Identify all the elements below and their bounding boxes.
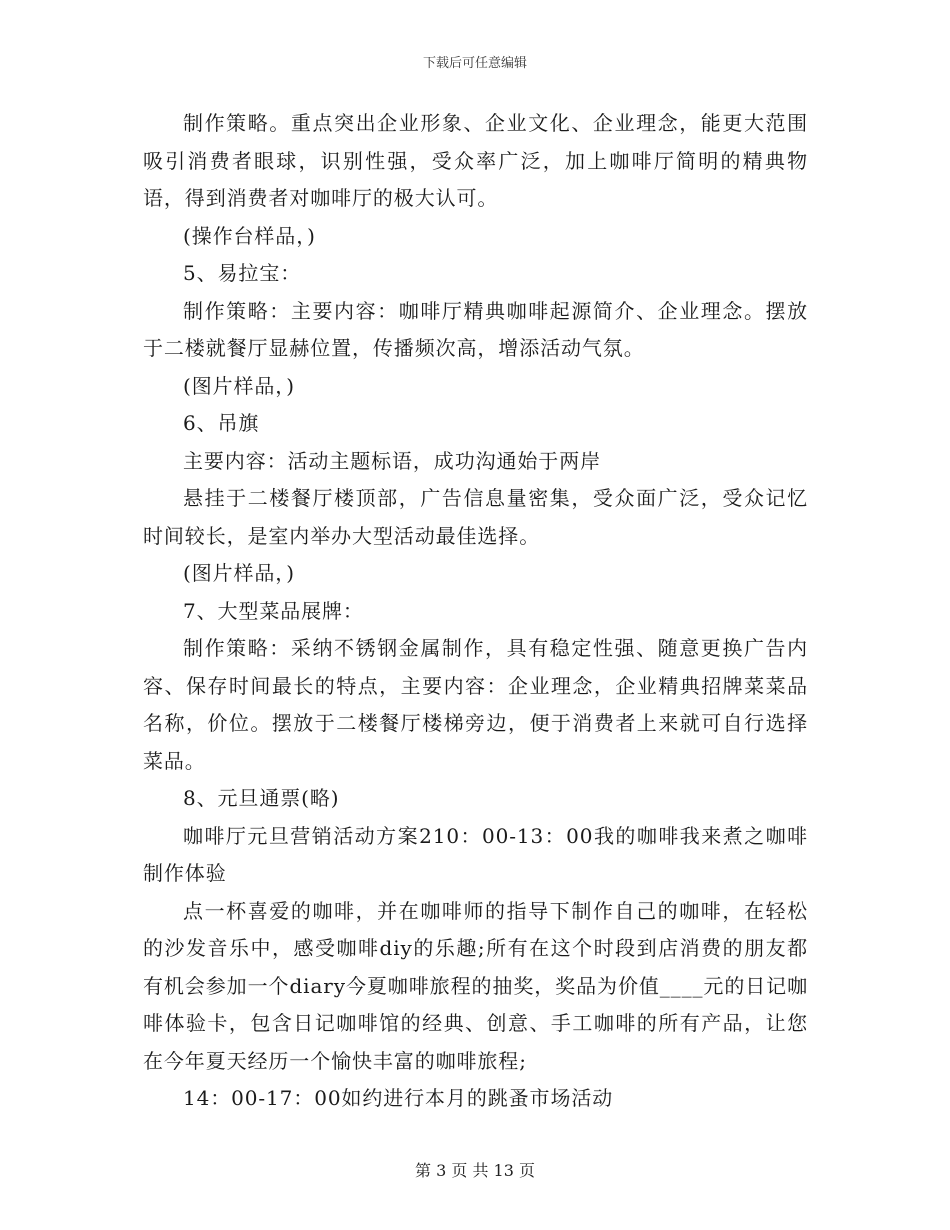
heading-menu-display-board: 7、大型菜品展牌： <box>183 598 364 623</box>
page-footer: 第 3 页 共 13 页 <box>415 1161 535 1180</box>
paragraph-flag-description: 悬挂于二楼餐厅楼顶部，广告信息量密集，受众面广泛，受众记忆时间较长，是室内举办大型活动最佳选择。 <box>143 486 808 548</box>
paragraph-strategy-intro: 制作策略。重点突出企业形象、企业文化、企业理念，能更大范围吸引消费者眼球，识别性强，受众率广泛，加上咖啡厅简明的精典物语，得到消费者对咖啡厅的极大认可。 <box>143 111 808 210</box>
heading-hanging-flag: 6、吊旗 <box>183 411 260 435</box>
document-body <box>143 105 808 1118</box>
paragraph-picture-sample-1: (图片样品，) <box>183 373 295 398</box>
paragraph-flea-market: 14：00-17：00如约进行本月的跳蚤市场活动 <box>183 1086 614 1110</box>
paragraph-console-sample: (操作台样品，) <box>183 223 316 248</box>
heading-new-year-pass: 8、元旦通票(略) <box>183 786 340 810</box>
paragraph-picture-sample-2: (图片样品，) <box>183 561 295 585</box>
page-header: 下载后可任意编辑 <box>422 56 527 71</box>
paragraph-coffee-diy: 点一杯喜爱的咖啡，并在咖啡师的指导下制作自己的咖啡，在轻松的沙发音乐中，感受咖啡diy的乐趣;所有在这个时段到店消费的朋友都有机会参加一个diary今夏咖啡旅程的抽奖，奖品为价值____元的日记咖啡体验卡，包含日记咖啡馆的经典、创意、手工咖啡的所有产品，让您在今年夏天经历一个愉快丰富的咖啡旅程; <box>143 898 808 1073</box>
heading-roll-up-banner: 5、易拉宝： <box>183 261 302 285</box>
paragraph-flag-content: 主要内容：活动主题标语，成功沟通始于两岸 <box>183 448 601 473</box>
paragraph-activity-plan: 咖啡厅元旦营销活动方案210：00-13：00我的咖啡我来煮之咖啡制作体验 <box>143 823 808 885</box>
paragraph-roll-up-strategy: 制作策略：主要内容：咖啡厅精典咖啡起源简介、企业理念。摆放于二楼就餐厅显赫位置，传播频次高，增添活动气氛。 <box>143 298 808 360</box>
paragraph-board-strategy: 制作策略：采纳不锈钢金属制作，具有稳定性强、随意更换广告内容、保存时间最长的特点，主要内容：企业理念，企业精典招牌菜菜品名称，价位。摆放于二楼餐厅楼梯旁边，便于消费者上来就可自行选择菜品。 <box>143 636 808 773</box>
